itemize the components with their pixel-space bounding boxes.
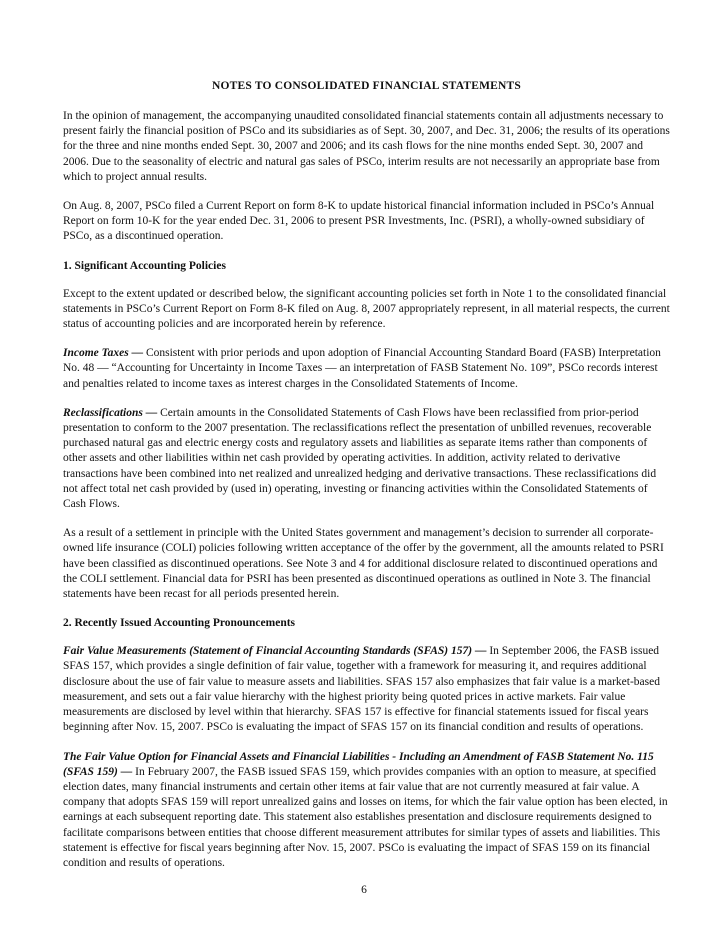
reclassifications-text: Certain amounts in the Consolidated Statements of Cash Flows have been reclassified from prior-period presentation to conform to the 2007 presentation. The reclassifications reflect the presentation of unbilled revenues, recoverable purchased natural gas and electric energy costs and regulatory assets and liabilities as separate items rather than components of other assets and other liabilities within net cash provided by operating activities. In addition, activity related to derivative transactions have been combined into net realized and unrealized hedging and derivative transactions. These reclassifications did not affect total net cash provided by (used in) operating, investing or financing activities within the Consolidated Statements of Cash Flows.	[63, 406, 657, 511]
fair-value-measurements-paragraph	[63, 644, 670, 735]
page-title: NOTES TO CONSOLIDATED FINANCIAL STATEMENTS	[212, 80, 521, 92]
fair-value-option-paragraph	[63, 750, 670, 872]
income-taxes-text: Consistent with prior periods and upon adoption of Financial Accounting Standard Board (FASB) Interpretation No. 48 — “Accounting for Uncertainty in Income Taxes — an interpretation of FASB Statement No. 109”, PSCo records interest and penalties related to income taxes as interest charges in the Consolidated Statements of Income.	[63, 347, 661, 390]
intro-paragraph-1: In the opinion of management, the accompanying unaudited consolidated financial statements contain all adjustments necessary to present fairly the financial position of PSCo and its subsidiaries as of Sept. 30, 2007, and Dec. 31, 2006; the results of its operations for the three and nine months ended Sept. 30, 2007 and 2006; and its cash flows for the nine months ended Sept. 30, 2007 and 2006. Due to the seasonality of electric and natural gas sales of PSCo, interim results are not necessarily an appropriate base from which to project annual results.	[63, 110, 670, 183]
fair-value-option-text: In February 2007, the FASB issued SFAS 159, which provides companies with an option to measure, at specified election dates, many financial instruments and certain other items at fair value that are not currently measured at fair value. A company that adopts SFAS 159 will report unrealized gains and losses on items, for which the fair value option has been elected, in earnings at each subsequent reporting date. This statement also establishes presentation and disclosure requirements designed to facilitate comparisons between entities that choose different measurement attributes for similar types of assets and liabilities. This statement is effective for fiscal years beginning after Nov. 15, 2007. PSCo is evaluating the impact of SFAS 159 on its financial condition and results of operations.	[63, 765, 668, 869]
section-1-paragraph-1: Except to the extent updated or described below, the significant accounting policies set forth in Note 1 to the consolidated financial statements in PSCo’s Current Report on Form 8-K filed on Aug. 8, 2007 appropriately represent, in all material respects, the current status of accounting policies and are incorporated herein by reference.	[63, 287, 670, 331]
reclassifications-lead: Reclassifications —	[63, 406, 158, 419]
income-taxes-paragraph	[63, 346, 670, 392]
section-2-heading: 2. Recently Issued Accounting Pronouncements	[63, 617, 296, 630]
intro-paragraph-2: On Aug. 8, 2007, PSCo filed a Current Report on form 8-K to update historical financial information included in PSCo’s Annual Report on form 10-K for the year ended Dec. 31, 2006 to present PSR Investments, Inc. (PSRI), a wholly-owned subsidiary of PSCo, as a discontinued operation.	[63, 200, 655, 243]
page-number: 6	[361, 884, 367, 896]
reclassifications-paragraph	[63, 406, 670, 512]
fair-value-measurements-lead: Fair Value Measurements (Statement of Financial Accounting Standards (SFAS) 157) —	[63, 645, 487, 658]
income-taxes-lead: Income Taxes —	[63, 347, 144, 360]
section-1-heading: 1. Significant Accounting Policies	[63, 259, 226, 272]
fair-value-option-lead: The Fair Value Option for Financial Assets and Financial Liabilities - Including an Amendment of FASB Statement No. 115 (SFAS 159) —	[63, 750, 654, 778]
section-1-paragraph-4: As a result of a settlement in principle with the United States government and management’s decision to surrender all corporate-owned life insurance (COLI) policies following written acceptance of the offer by the government, all the amounts related to PSRI have been classified as discontinued operations. See Note 3 and 4 for additional disclosure related to discontinued operations and the COLI settlement. Financial data for PSRI has been presented as discontinued operations as outlined in Note 3. The financial statements have been recast for all periods presented herein.	[63, 527, 664, 601]
fair-value-measurements-text: In September 2006, the FASB issued SFAS 157, which provides a single definition of fair value, together with a framework for measuring it, and requires additional disclosure about the use of fair value to measure assets and liabilities. SFAS 157 also emphasizes that fair value is a market-based measurement, and sets out a fair value hierarchy with the highest priority being quoted prices in active markets. Fair value measurements are disclosed by level within that hierarchy. SFAS 157 is effective for financial statements issued for fiscal years beginning after Nov. 15, 2007. PSCo is evaluating the impact of SFAS 157 on its financial condition and results of operations.	[63, 645, 660, 734]
